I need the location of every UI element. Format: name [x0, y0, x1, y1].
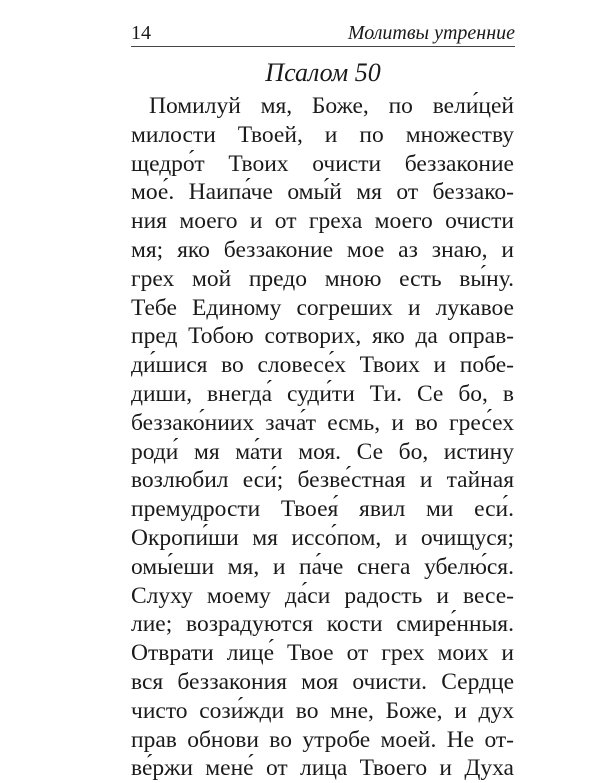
text-line: вся беззакония моя очисти. Сердце [131, 668, 514, 695]
text-line: грех мой предо мною есть вы́ну. [131, 265, 514, 292]
text-line: Помилуй мя, Боже, по вели́цей [149, 93, 514, 119]
text-line: премудрости Твоея́ явил ми еси́. [131, 496, 514, 523]
text-line: ди́шися во словесе́х Твоих и побе- [131, 352, 514, 379]
text-line: прав обнови во утробе моей. Не от- [131, 726, 514, 753]
text-line: диши, внегда́ суди́ти Ти. Се бо, в [131, 380, 514, 407]
text-line: Окропи́ши мя иссо́пом, и очищуся; [131, 524, 514, 551]
text-line: чисто сози́жди во мне, Боже, и дух [131, 697, 514, 724]
text-line: мя; яко беззаконие мое аз знаю, и [131, 236, 514, 263]
text-line: Слуху моему да́си радость и весе- [131, 582, 514, 609]
page-number: 14 [131, 22, 151, 44]
text-line: щедро́т Твоих очисти беззаконие [131, 150, 514, 177]
running-header [131, 22, 515, 47]
text-line: лие; возрадуются кости смире́нныя. [131, 611, 514, 638]
text-line: Отврати лице́ Твое от грех моих и [131, 640, 514, 667]
section-title: Псалом 50 [265, 58, 381, 87]
running-title: Молитвы утренние [347, 22, 515, 44]
text-line: возлюбил еси́; безве́стная и тайная [131, 467, 514, 494]
text-line: ве́ржи мене́ от лица Твоего и Духа [131, 755, 514, 782]
text-line: милости Твоей, и по множеству [131, 121, 514, 148]
text-line: омы́еши мя, и па́че снега убелю́ся. [131, 553, 514, 580]
text-line: роди́ мя ма́ти моя. Се бо, истину [131, 438, 514, 465]
text-line: Тебе Единому согреших и лукавое [131, 294, 514, 321]
text-line: мое́. Наипа́че омы́й мя от беззако- [131, 179, 514, 206]
text-line: беззако́ниих зача́т есмь, и во грес́ех [131, 409, 514, 436]
body-text [131, 92, 514, 783]
text-line: пред Тобою сотворих, яко да оправ- [131, 323, 514, 350]
text-line: ния моего и от греха моего очисти [131, 208, 514, 235]
